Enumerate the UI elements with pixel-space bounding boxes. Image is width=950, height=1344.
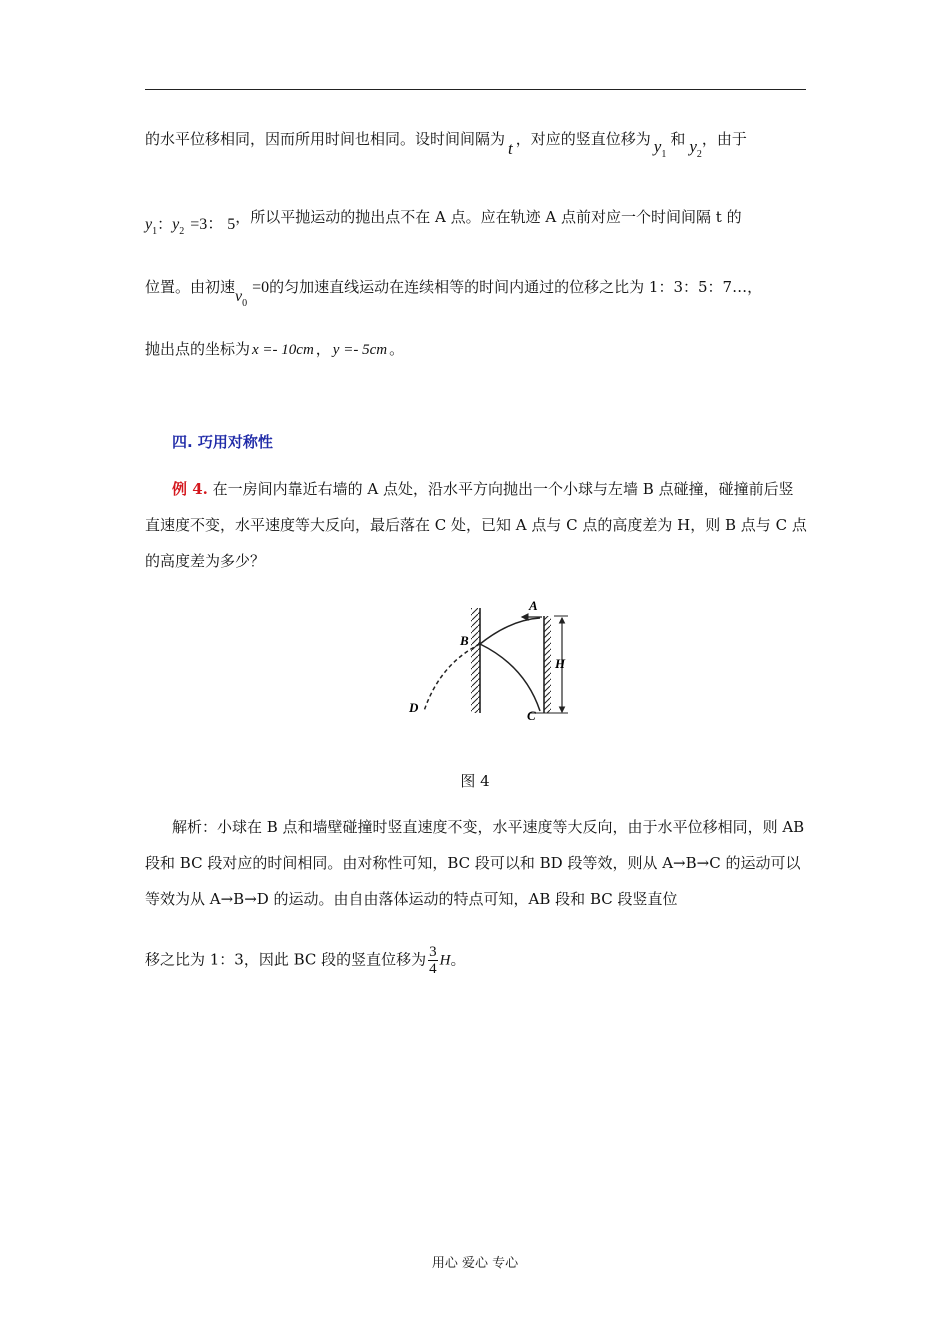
var-y1: $y_1$ [145, 216, 158, 237]
label-A: A [529, 598, 538, 613]
example-label: 例 4. [172, 480, 208, 498]
x-coordinate: x =- 10cm [252, 342, 314, 358]
page-footer: 用心 爱心 专心 [431, 1256, 519, 1271]
label-D: D [409, 700, 419, 715]
left-wall [471, 608, 480, 713]
example-paragraph: 例 4. 在一房间内靠近右墙的 A 点处，沿水平方向抛出一个小球与左墙 B 点碰撞，碰撞前后竖直速度不变，水平速度等大反向，最后落在 C 处，已知 A 点与 C 点的高度差为 H，则 B 点与 C 点的高度差为多少？ [145, 480, 807, 570]
figure-caption: 图 4 [460, 772, 490, 790]
y-coordinate: y =- 5cm [332, 342, 388, 358]
text-line-1: 的水平位移相同，因而所用时间也相同。设时间间隔为 t ，对应的竖直位移为 $y_1$和 $y_2$，由于 [145, 130, 747, 160]
text-line-3: 位置。由初速$v_0=0$的匀加速直线运动在连续相等的时间内通过的位移之比为 1：3：5：7…， [145, 278, 763, 309]
label-C: C [527, 708, 536, 721]
solution-last-line: 移之比为 1：3，因此 BC 段的竖直位移为 $\frac{3}{4}$ H。 [145, 944, 466, 977]
text-line-4: 抛出点的坐标为 x =- 10cm ， y =- 5cm 。 [145, 340, 405, 358]
var-y1: $y_1$ [653, 137, 667, 160]
trajectory-bc [480, 644, 540, 711]
label-B: B [460, 633, 469, 648]
right-wall [544, 616, 551, 713]
var-t: t [508, 139, 513, 158]
var-v0: $v_0$ [235, 288, 248, 309]
solution-paragraph: 解析：小球在 B 点和墙壁碰撞时竖直速度不变，水平速度等大反向，由于水平位移相同，则 AB 段和 BC 段对应的时间相同。由对称性可知，BC 段可以和 BD 段等效，则从 A→B→C 的运动可以等效为从 A→B→D 的运动。由自由落体运动的特点可知，AB 段和 BC 段竖直位 [145, 818, 805, 908]
var-y2: $y_2$ [172, 216, 185, 237]
section-heading: 四. 巧用对称性 [172, 433, 273, 451]
fraction-3-4: $\frac{3}{4}$ [429, 944, 437, 977]
wall-trajectory-figure [400, 596, 580, 721]
header-rule [145, 89, 806, 90]
ratio: =3： 5 [190, 216, 236, 233]
trajectory-ab [480, 618, 540, 644]
text-line-2: $y_1$：$y_2 =3$： 5，所以平抛运动的抛出点不在 A 点。应在轨迹 A 点前对应一个时间间隔 t 的 [145, 208, 742, 237]
var-y2: $y_2$ [689, 137, 702, 160]
label-H: H [555, 656, 566, 671]
